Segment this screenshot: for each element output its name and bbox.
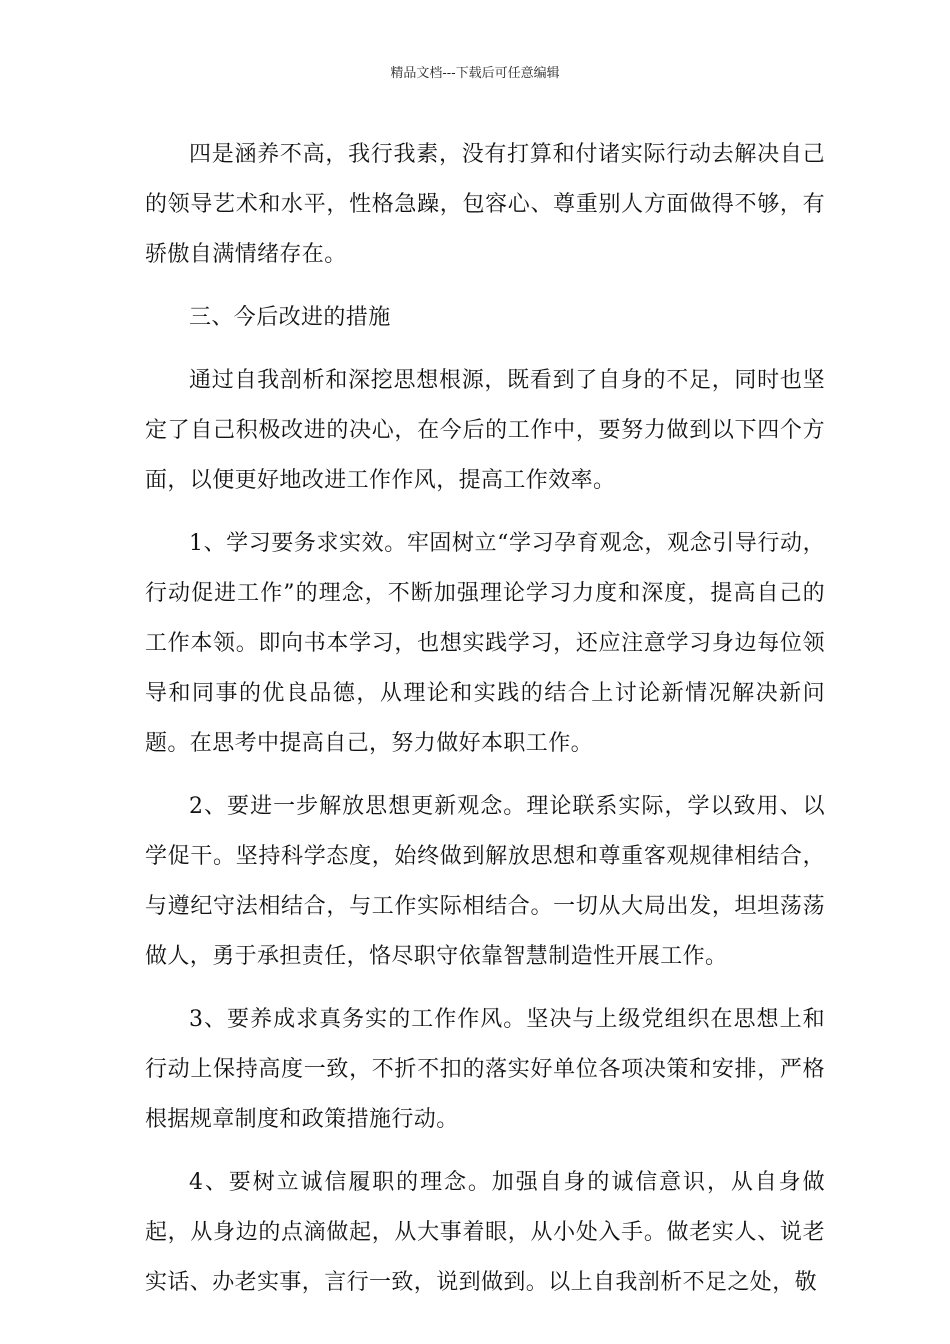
- paragraph-measure-3: 3、要养成求真务实的工作作风。坚决与上级党组织在思想上和行动上保持高度一致，不折不扣的落实好单位各项决策和安排，严格根据规章制度和政策措施行动。: [145, 1007, 825, 1132]
- paragraph-measure-1: 1、学习要务求实效。牢固树立“学习孕育观念，观念引导行动，行动促进工作”的理念，不断加强理论学习力度和深度，提高自己的工作本领。即向书本学习，也想实践学习，还应注意学习身边每位领导和同事的优良品德，从理论和实践的结合上讨论新情况解决新问题。在思考中提高自己，努力做好本职工作。: [145, 531, 825, 756]
- document-body: [145, 130, 825, 1321]
- paragraph-measure-2: 2、要进一步解放思想更新观念。理论联系实际，学以致用、以学促干。坚持科学态度，始终做到解放思想和尊重客观规律相结合，与遵纪守法相结合，与工作实际相结合。一切从大局出发，坦坦荡荡做人，勇于承担责任，恪尽职守依靠智慧制造性开展工作。: [145, 794, 825, 969]
- paragraph-measure-4: 4、要树立诚信履职的理念。加强自身的诚信意识，从自身做起，从身边的点滴做起，从大事着眼，从小处入手。做老实人、说老实话、办老实事，言行一致，说到做到。以上自我剖析不足之处，敬: [145, 1170, 825, 1295]
- section-heading-improvement-measures: 三、今后改进的措施: [189, 305, 391, 330]
- page-header: 精品文档---下载后可任意编辑: [390, 66, 560, 81]
- paragraph-improvement-intro: 通过自我剖析和深挖思想根源，既看到了自身的不足，同时也坚定了自己积极改进的决心，在今后的工作中，要努力做到以下四个方面，以便更好地改进工作作风，提高工作效率。: [145, 368, 825, 493]
- paragraph-problem-4: 四是涵养不高，我行我素，没有打算和付诸实际行动去解决自己的领导艺术和水平，性格急躁，包容心、尊重别人方面做得不够，有骄傲自满情绪存在。: [145, 142, 825, 267]
